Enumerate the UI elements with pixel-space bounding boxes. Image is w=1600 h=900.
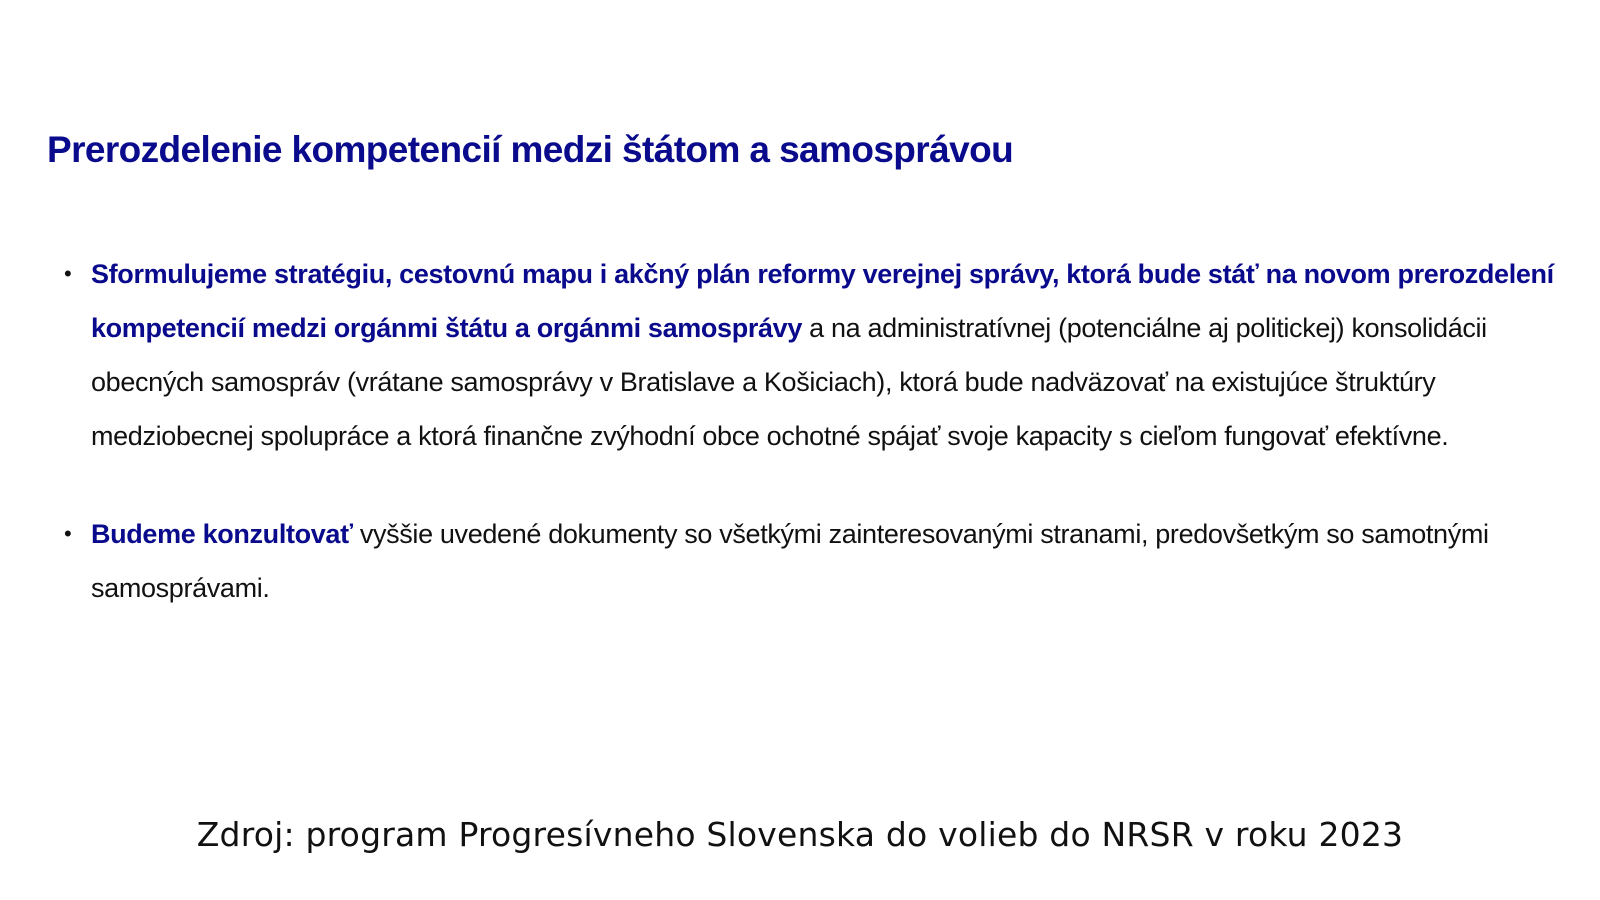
bullet-body-text: vyššie uvedené dokumenty so všetkými zainteresovanými stranami, predovšetkým so samotnými samosprávami. [91, 519, 1489, 603]
bullet-dot-icon: • [64, 521, 72, 546]
bullet-list [0, 247, 1600, 615]
page-title: Prerozdelenie kompetencií medzi štátom a samosprávou [47, 129, 1014, 170]
bullet-strong-text: Sformulujeme stratégiu, cestovnú mapu i akčný plán reformy verejnej správy, ktorá bude stáť na novom prerozdelení kompetencií medzi orgánmi štátu a orgánmi samosprávy [91, 259, 1554, 343]
bullet-dot-icon: • [64, 261, 72, 286]
bullet-body-text: a na administratívnej (potenciálne aj politickej) konsolidácii obecných samospráv (vrátane samosprávy v Bratislave a Košiciach), ktorá bude nadväzovať na existujúce štruktúry medziobecnej spolupráce a ktorá finančne zvýhodní obce ochotné spájať svoje kapacity s cieľom fungovať efektívne. [91, 313, 1487, 451]
bullet-item-strategy [0, 247, 1566, 463]
bullet-item-consultation [0, 507, 1566, 615]
bullet-strong-text: Budeme konzultovať [91, 519, 353, 549]
source-note: Zdroj: program Progresívneho Slovenska do volieb do NRSR v roku 2023 [196, 815, 1404, 854]
